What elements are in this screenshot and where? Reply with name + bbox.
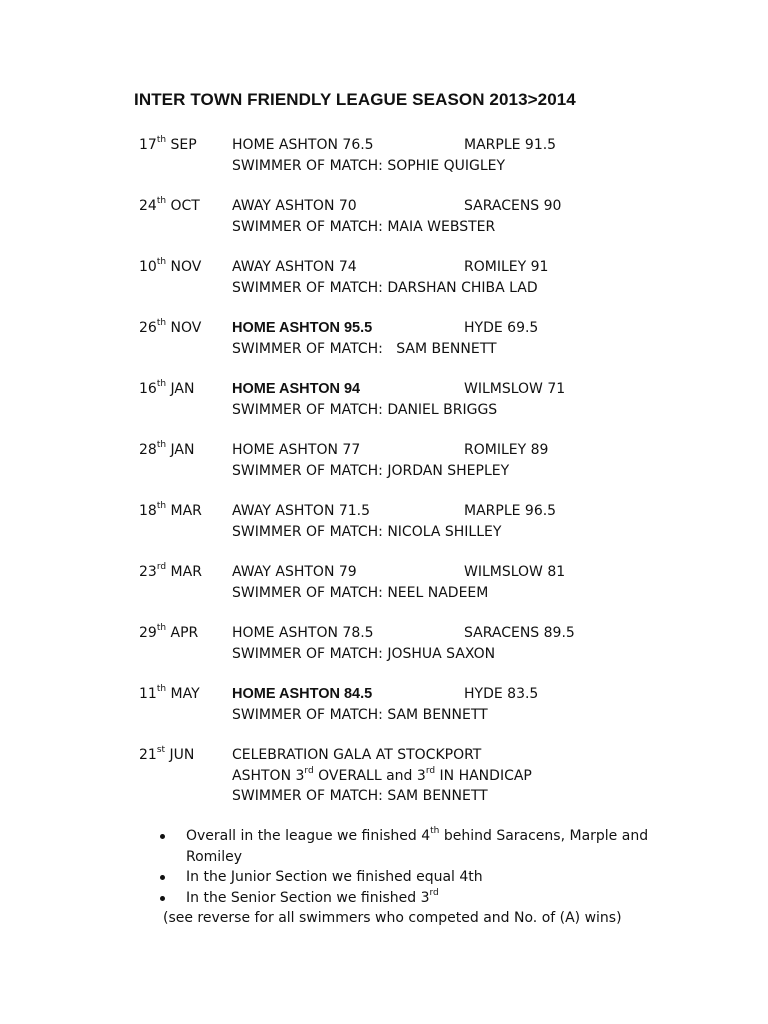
page-title: INTER TOWN FRIENDLY LEAGUE SEASON 2013>2014 <box>134 90 576 109</box>
bullet-dot <box>160 896 165 901</box>
match-result-row <box>139 440 699 461</box>
gala-date: 21st JUN <box>139 745 195 763</box>
match-entry <box>139 623 699 664</box>
match-entry <box>139 318 699 359</box>
match-entry <box>139 257 699 298</box>
match-result-row <box>139 318 699 339</box>
match-result-row <box>139 562 699 583</box>
swimmer-of-match: SWIMMER OF MATCH: SAM BENNETT <box>232 788 488 804</box>
match-opponent-score: ROMILEY 89 <box>464 442 549 458</box>
match-result-row <box>139 684 699 705</box>
match-result-row <box>139 135 699 156</box>
match-entry <box>139 562 699 603</box>
match-entry <box>139 501 699 542</box>
season-summary <box>160 826 720 929</box>
match-result-row <box>139 501 699 522</box>
match-opponent-score: WILMSLOW 81 <box>464 564 566 580</box>
swimmer-of-match: SWIMMER OF MATCH: MAIA WEBSTER <box>232 218 496 235</box>
swimmer-of-match-row <box>139 339 699 360</box>
swimmer-of-match: SWIMMER OF MATCH: NICOLA SHILLEY <box>232 523 502 540</box>
swimmer-of-match: SWIMMER OF MATCH: DANIEL BRIGGS <box>232 401 498 418</box>
swimmer-of-match-row <box>139 461 699 482</box>
match-date: 28th JAN <box>139 440 195 458</box>
gala-entry <box>139 745 699 807</box>
swimmer-of-match: SWIMMER OF MATCH: NEEL NADEEM <box>232 584 489 601</box>
match-opponent-score: HYDE 83.5 <box>464 686 539 702</box>
summary-bullet: In the Senior Section we finished 3rd <box>160 888 720 909</box>
match-entry <box>139 196 699 237</box>
match-opponent-score: MARPLE 96.5 <box>464 503 557 519</box>
swimmer-of-match-row <box>139 786 699 807</box>
match-venue-score: HOME ASHTON 76.5 <box>232 137 374 153</box>
swimmer-of-match: SWIMMER OF MATCH: SAM BENNETT <box>232 340 497 357</box>
match-venue-score: HOME ASHTON 77 <box>232 442 361 458</box>
match-result-row <box>139 196 699 217</box>
match-result-row <box>139 623 699 644</box>
match-entry <box>139 379 699 420</box>
swimmer-of-match-row <box>139 278 699 299</box>
summary-bullet: In the Junior Section we finished equal 4th <box>160 867 720 888</box>
match-opponent-score: HYDE 69.5 <box>464 320 539 336</box>
swimmer-of-match-row <box>139 156 699 177</box>
swimmer-of-match-row <box>139 705 699 726</box>
swimmer-of-match: SWIMMER OF MATCH: JOSHUA SAXON <box>232 645 496 662</box>
bullet-dot <box>160 875 165 880</box>
match-entry <box>139 135 699 176</box>
reverse-note: (see reverse for all swimmers who competed and No. of (A) wins) <box>163 910 622 926</box>
match-opponent-score: SARACENS 90 <box>464 198 562 214</box>
match-venue-score: HOME ASHTON 78.5 <box>232 625 374 641</box>
match-venue-score: AWAY ASHTON 79 <box>232 564 357 580</box>
swimmer-of-match: SWIMMER OF MATCH: JORDAN SHEPLEY <box>232 462 510 479</box>
match-date: 29th APR <box>139 623 199 641</box>
match-date: 17th SEP <box>139 135 197 153</box>
match-entry <box>139 684 699 725</box>
match-date: 16th JAN <box>139 379 195 397</box>
swimmer-of-match-row <box>139 644 699 665</box>
match-venue-score: AWAY ASHTON 70 <box>232 198 357 214</box>
match-date: 24th OCT <box>139 196 200 214</box>
match-opponent-score: MARPLE 91.5 <box>464 137 557 153</box>
match-date: 11th MAY <box>139 684 200 702</box>
match-date: 18th MAR <box>139 501 202 519</box>
match-date: 26th NOV <box>139 318 202 336</box>
swimmer-of-match: SWIMMER OF MATCH: SOPHIE QUIGLEY <box>232 157 506 174</box>
gala-title-row <box>139 745 699 766</box>
gala-result-row <box>139 766 699 787</box>
match-opponent-score: SARACENS 89.5 <box>464 625 575 641</box>
match-venue-score: AWAY ASHTON 71.5 <box>232 503 371 519</box>
match-result-row <box>139 379 699 400</box>
swimmer-of-match-row <box>139 583 699 604</box>
match-date: 10th NOV <box>139 257 202 275</box>
match-venue-score: AWAY ASHTON 74 <box>232 259 357 275</box>
swimmer-of-match-row <box>139 522 699 543</box>
match-opponent-score: WILMSLOW 71 <box>464 381 566 397</box>
gala-result: ASHTON 3rd OVERALL and 3rd IN HANDICAP <box>232 765 532 784</box>
match-venue-score: HOME ASHTON 84.5 <box>232 686 373 702</box>
match-opponent-score: ROMILEY 91 <box>464 259 549 275</box>
swimmer-of-match-row <box>139 217 699 238</box>
bullet-dot <box>160 834 165 839</box>
match-result-row <box>139 257 699 278</box>
swimmer-of-match: SWIMMER OF MATCH: DARSHAN CHIBA LAD <box>232 279 538 296</box>
match-venue-score: HOME ASHTON 95.5 <box>232 320 373 336</box>
match-venue-score: HOME ASHTON 94 <box>232 381 361 397</box>
swimmer-of-match-row <box>139 400 699 421</box>
summary-bullet: Overall in the league we finished 4th behind Saracens, Marple and Romiley <box>160 826 720 867</box>
match-entry <box>139 440 699 481</box>
match-date: 23rd MAR <box>139 562 202 580</box>
swimmer-of-match: SWIMMER OF MATCH: SAM BENNETT <box>232 706 488 723</box>
gala-title: CELEBRATION GALA AT STOCKPORT <box>232 747 482 763</box>
